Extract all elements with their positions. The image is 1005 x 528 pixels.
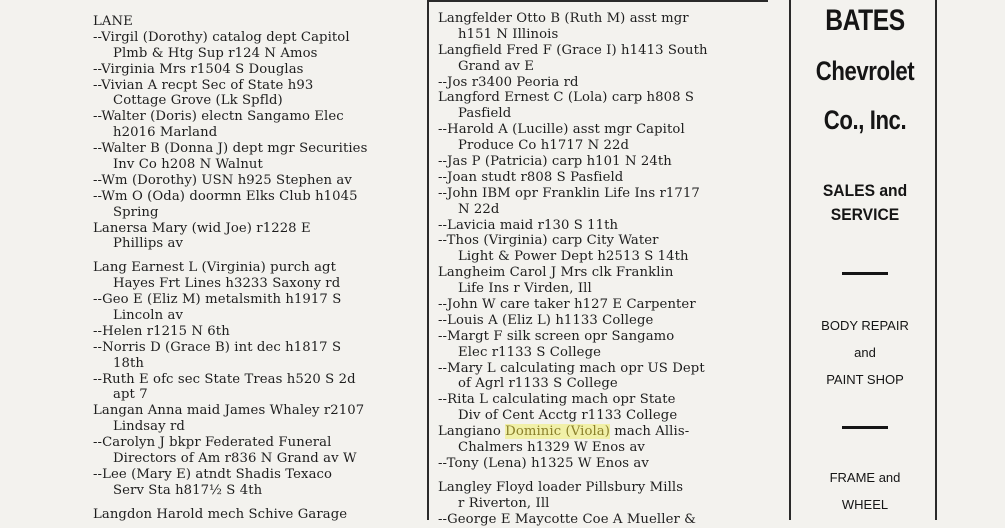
ad-divider bbox=[842, 426, 888, 429]
listing-line: --George E Maycotte Coe A Mueller & bbox=[438, 511, 697, 527]
listing-line: Inv Co h208 N Walnut bbox=[113, 157, 263, 173]
listing-line: Langheim Carol J Mrs clk Franklin bbox=[438, 265, 674, 281]
ad-border-left bbox=[789, 0, 791, 520]
listing-line: apt 7 bbox=[113, 387, 148, 403]
ad-service: SERVICE bbox=[830, 205, 900, 224]
listing-line: 18th bbox=[113, 355, 144, 371]
listing-line: --Walter (Doris) electn Sangamo Elec bbox=[93, 109, 344, 125]
listing-line: --Jos r3400 Peoria rd bbox=[438, 74, 579, 90]
listing-line: of Agrl r1133 S College bbox=[458, 376, 618, 392]
listing-line: Pasfield bbox=[458, 106, 512, 122]
ad-title-chevrolet: Chevrolet bbox=[815, 56, 915, 86]
column-top-rule bbox=[428, 0, 768, 2]
listing-line: --Carolyn J bkpr Federated Funeral bbox=[93, 435, 332, 451]
ad-sales: SALES and bbox=[822, 181, 908, 200]
listing-line: Langfelder Otto B (Ruth M) asst mgr bbox=[438, 11, 689, 26]
listing-line: --Jas P (Patricia) carp h101 N 24th bbox=[438, 154, 672, 170]
listing-line: Cottage Grove (Lk Spfld) bbox=[113, 93, 283, 109]
listing-line: --Walter B (Donna J) dept mgr Securities bbox=[93, 141, 368, 157]
listing-line: Spring bbox=[113, 204, 159, 220]
listing-line: --Harold A (Lucille) asst mgr Capitol bbox=[438, 122, 685, 138]
listing-line: Directors of Am r836 N Grand av W bbox=[113, 451, 357, 467]
listing-line: --Rita L calculating mach opr State bbox=[438, 392, 676, 408]
listing-line: --Tony (Lena) h1325 W Enos av bbox=[438, 455, 649, 471]
listing-line: Serv Sta h817½ S 4th bbox=[113, 482, 263, 498]
directory-column-left bbox=[93, 14, 423, 523]
listing-line: h2016 Marland bbox=[113, 125, 218, 141]
listing-line: Produce Co h1717 N 22d bbox=[458, 138, 630, 154]
listing-line: --John IBM opr Franklin Life Ins r1717 bbox=[438, 185, 700, 201]
ad-divider bbox=[842, 272, 888, 275]
listing-line: Plmb & Htg Sup r124 N Amos bbox=[113, 45, 318, 61]
listing-line: Lanersa Mary (wid Joe) r1228 E bbox=[93, 220, 311, 236]
listing-line: Div of Cent Acctg r1133 College bbox=[458, 408, 678, 424]
ad-body-repair: BODY REPAIR bbox=[821, 318, 909, 333]
listing-line: Langfield Fred F (Grace I) h1413 South bbox=[438, 42, 708, 58]
listing-line: --Lavicia maid r130 S 11th bbox=[438, 217, 619, 233]
column-divider-left bbox=[427, 0, 429, 520]
listing-line: --John W care taker h127 E Carpenter bbox=[438, 297, 696, 313]
listing-line: Lindsay rd bbox=[113, 419, 185, 435]
listing-line: Phillips av bbox=[113, 236, 184, 252]
listing-line: --Wm O (Oda) doormn Elks Club h1045 bbox=[93, 188, 358, 204]
ad-border-right bbox=[935, 0, 937, 520]
listing-line: --Vivian A recpt Sec of State h93 bbox=[93, 77, 314, 93]
listing-line: --Virginia Mrs r1504 S Douglas bbox=[93, 61, 304, 77]
listing-line: h151 N Illinois bbox=[458, 26, 559, 42]
listing-line: Langan Anna maid James Whaley r2107 bbox=[93, 403, 365, 419]
ad-title-bates: BATES bbox=[825, 4, 905, 37]
listing-line: --Geo E (Eliz M) metalsmith h1917 S bbox=[93, 292, 342, 308]
listing-rest: mach Allis- bbox=[610, 424, 690, 440]
listing-line: Langdon Harold mech Schive Garage bbox=[93, 506, 348, 522]
bates-chevrolet-ad bbox=[795, 0, 935, 520]
listing-line: Grand av E bbox=[458, 58, 534, 74]
listing-line: --Thos (Virginia) carp City Water bbox=[438, 233, 659, 249]
listing-line: Life Ins r Virden, Ill bbox=[458, 281, 592, 297]
listing-line: Chalmers h1329 W Enos av bbox=[458, 440, 645, 456]
ad-and: and bbox=[854, 345, 876, 360]
listing-line: Langley Floyd loader Pillsbury Mills bbox=[438, 479, 684, 495]
ad-paint-shop: PAINT SHOP bbox=[826, 372, 904, 387]
listing-line: --Margt F silk screen opr Sangamo bbox=[438, 328, 675, 344]
listing-line: Elec r1133 S College bbox=[458, 344, 602, 360]
listing-line: Lang Earnest L (Virginia) purch agt bbox=[93, 260, 336, 276]
listing-line: --Norris D (Grace B) int dec h1817 S bbox=[93, 339, 342, 355]
listing-line: --Louis A (Eliz L) h1133 College bbox=[438, 312, 654, 328]
listing-line: Langford Ernest C (Lola) carp h808 S bbox=[438, 90, 695, 106]
listing-line: --Helen r1215 N 6th bbox=[93, 323, 230, 339]
listing-line: --Virgil (Dorothy) catalog dept Capitol bbox=[93, 29, 350, 45]
directory-column-right bbox=[438, 11, 783, 528]
ad-frame: FRAME and bbox=[829, 470, 901, 485]
listing-line: r Riverton, Ill bbox=[458, 495, 550, 511]
listing-line: Hayes Frt Lines h3233 Saxony rd bbox=[113, 276, 341, 292]
listing-line: --Ruth E ofc sec State Treas h520 S 2d bbox=[93, 371, 356, 387]
listing-line: --Mary L calculating mach opr US Dept bbox=[438, 360, 705, 376]
listing-line: --Wm (Dorothy) USN h925 Stephen av bbox=[93, 172, 352, 188]
listing-line-highlighted bbox=[438, 424, 783, 440]
listing-line: Light & Power Dept h2513 S 14th bbox=[458, 249, 689, 265]
listing-line: --Lee (Mary E) atndt Shadis Texaco bbox=[93, 466, 333, 482]
ad-title-company: Co., Inc. bbox=[823, 105, 907, 135]
highlighted-name: Dominic (Viola) bbox=[505, 424, 611, 440]
listing-line: --Joan studt r808 S Pasfield bbox=[438, 169, 624, 185]
listing-line: N 22d bbox=[458, 201, 500, 217]
section-heading: LANE bbox=[93, 14, 133, 29]
listing-surname: Langiano bbox=[438, 424, 506, 440]
ad-wheel: WHEEL bbox=[841, 497, 889, 512]
listing-line: Lincoln av bbox=[113, 308, 184, 324]
